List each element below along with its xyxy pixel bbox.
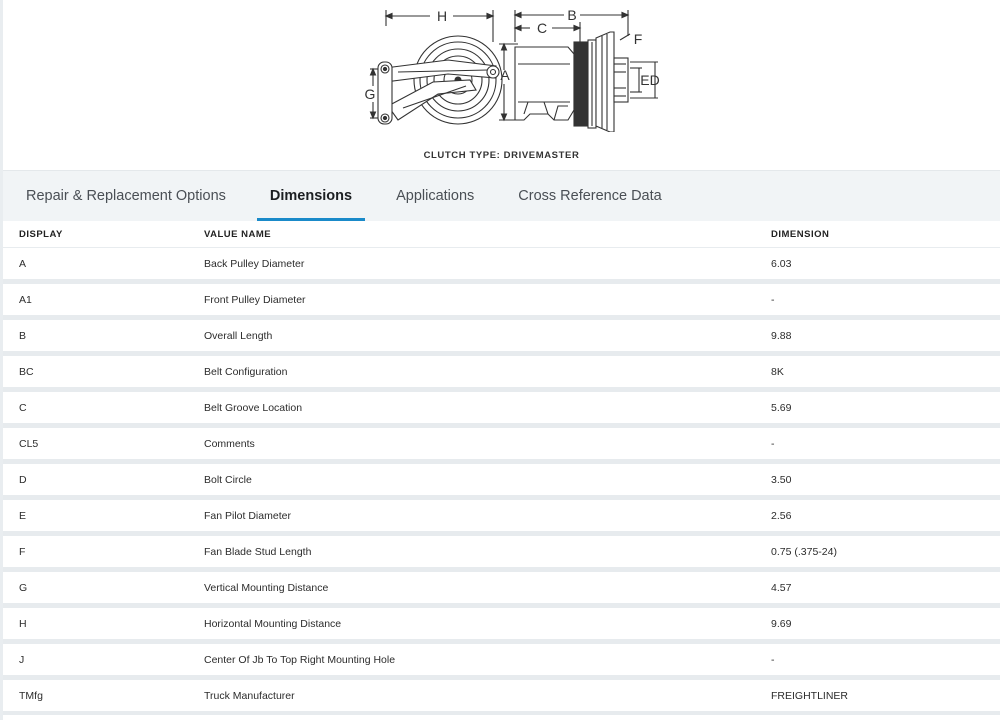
table-row [3, 282, 1000, 318]
cell-value-name: Center Of Jb To Top Right Mounting Hole [204, 642, 771, 678]
diagram-label-a: A [500, 67, 510, 83]
cell-display: BC [3, 354, 204, 390]
cell-value-name: Truck Manufacturer [204, 678, 771, 714]
column-header-dimension: DIMENSION [771, 221, 1000, 248]
cell-dimension: 9.88 [771, 318, 1000, 354]
cell-dimension: FREIGHTLINER [771, 678, 1000, 714]
cell-display: TMfg [3, 678, 204, 714]
table-row [3, 462, 1000, 498]
cell-dimension: 4.57 [771, 570, 1000, 606]
cell-dimension: - [771, 282, 1000, 318]
clutch-diagram-area [3, 0, 1000, 170]
diagram-label-ed: ED [640, 72, 660, 88]
cell-value-name: Back Pulley Diameter [204, 248, 771, 282]
cell-dimension: 6.03 [771, 248, 1000, 282]
cell-value-name: Fan Pilot Diameter [204, 498, 771, 534]
tab-applications[interactable]: Applications [396, 188, 475, 204]
cell-dimension: 3.50 [771, 462, 1000, 498]
table-row [3, 426, 1000, 462]
tab-dimensions[interactable]: Dimensions [253, 171, 369, 221]
table-row [3, 642, 1000, 678]
diagram-label-f: F [633, 31, 643, 47]
cell-display: B [3, 318, 204, 354]
column-header-value-name: VALUE NAME [204, 221, 771, 248]
product-tabs [3, 170, 1000, 221]
diagram-label-h: H [436, 8, 448, 24]
table-header-row [3, 221, 1000, 248]
cell-dimension: - [771, 642, 1000, 678]
table-row [3, 570, 1000, 606]
diagram-label-g: G [364, 86, 376, 102]
cell-display: G [3, 570, 204, 606]
table-row [3, 534, 1000, 570]
cell-value-name: Front Pulley Diameter [204, 282, 771, 318]
table-row [3, 678, 1000, 714]
diagram-label-b: B [567, 7, 577, 23]
cell-value-name: Overall Length [204, 318, 771, 354]
clutch-type-caption: CLUTCH TYPE: DRIVEMASTER [423, 150, 580, 161]
cell-value-name: Fan Blade Stud Length [204, 534, 771, 570]
cell-value-name: Belt Configuration [204, 354, 771, 390]
cell-display: F [3, 534, 204, 570]
diagram-label-c: C [536, 20, 548, 36]
table-row [3, 390, 1000, 426]
cell-display: C [3, 390, 204, 426]
cell-display: A1 [3, 282, 204, 318]
cell-display: E [3, 498, 204, 534]
table-row [3, 606, 1000, 642]
column-header-display: DISPLAY [3, 221, 204, 248]
cell-display: A [3, 248, 204, 282]
cell-display: CL5 [3, 426, 204, 462]
cell-display: J [3, 642, 204, 678]
cell-dimension: 5.69 [771, 390, 1000, 426]
table-row [3, 354, 1000, 390]
table-row [3, 248, 1000, 282]
dimensions-table [3, 221, 1000, 715]
cell-value-name: Bolt Circle [204, 462, 771, 498]
cell-display: H [3, 606, 204, 642]
cell-dimension: 0.75 (.375-24) [771, 534, 1000, 570]
cell-dimension: 8K [771, 354, 1000, 390]
cell-dimension: 2.56 [771, 498, 1000, 534]
cell-dimension: - [771, 426, 1000, 462]
cell-value-name: Vertical Mounting Distance [204, 570, 771, 606]
fan-clutch-dimension-diagram [358, 2, 678, 132]
table-row [3, 318, 1000, 354]
tab-cross-reference-data[interactable]: Cross Reference Data [518, 188, 662, 204]
cell-display: D [3, 462, 204, 498]
cell-value-name: Comments [204, 426, 771, 462]
cell-value-name: Belt Groove Location [204, 390, 771, 426]
tab-repair-replacement-options[interactable]: Repair & Replacement Options [26, 188, 226, 204]
table-row [3, 498, 1000, 534]
cell-dimension: 9.69 [771, 606, 1000, 642]
cell-value-name: Horizontal Mounting Distance [204, 606, 771, 642]
